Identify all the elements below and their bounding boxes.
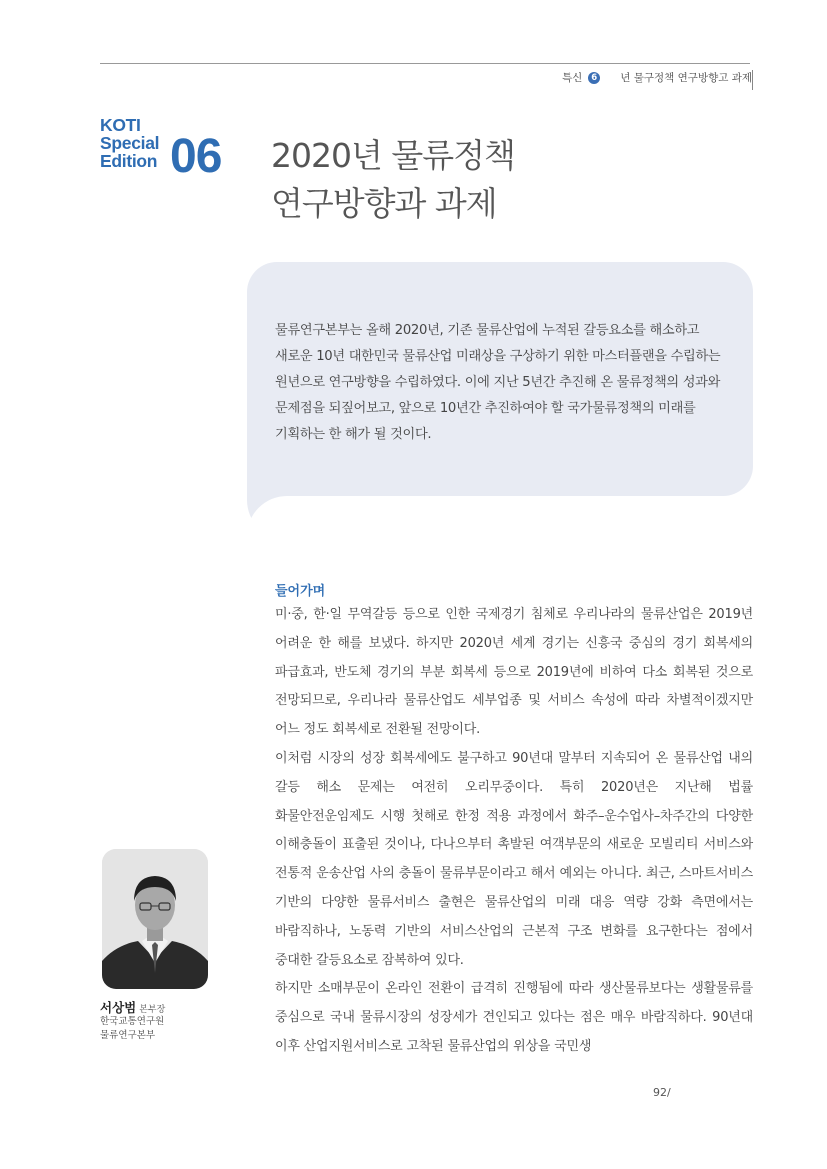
author-affiliation [100, 1015, 164, 1043]
author-name-text: 서상범 [100, 1000, 137, 1015]
author-role: 본부장 [139, 1005, 166, 1015]
author-photo [102, 849, 208, 989]
body-paragraph-1: 미·중, 한·일 무역갈등 등으로 인한 국제경기 침체로 우리나라의 물류산업은 2019년 어려운 한 해를 보냈다. 하지만 2020년 세계 경기는 신흥국 중심의 경기 회복세의 파급효과, 반도체 경기의 부분 회복세 등으로 2019년에 비하여 다소 회복된 것으로 전망되므로, 우리나라 물류산업도 세부업종 및 서비스 속성에 따라 차별적이겠지만 어느 정도 회복세로 전환될 전망이다. [275, 607, 753, 738]
header-section: 특신 [561, 72, 583, 84]
header-title: 년 물구정책 연구방향고 과제 [620, 72, 752, 84]
summary-text: 물류연구본부는 올해 2020년, 기존 물류산업에 누적된 갈등요소를 해소하고 새로운 10년 대한민국 물류산업 미래상을 구상하기 위한 마스터플랜을 수립하는 원년으로 연구방향을 수립하였다. 이에 지난 5년간 추진해 온 물류정책의 성과와 문제점을 되짚어보고, 앞으로 10년간 추진하여야 할 국가물류정책의 미래를 기획하는 한 해가 될 것이다. [275, 323, 721, 442]
author-portrait-image [102, 849, 208, 989]
koti-line3: Edition [100, 151, 158, 171]
edition-number: 06 [170, 130, 222, 183]
article-title [271, 132, 515, 228]
header-rule [100, 63, 750, 64]
article-body [275, 601, 753, 1062]
running-header [562, 70, 752, 85]
koti-line2: Special [100, 133, 160, 153]
author-name [100, 998, 165, 1016]
author-org-line1: 한국교통연구원 [100, 1016, 165, 1027]
header-divider [752, 70, 753, 90]
author-org-line2: 물류연구본부 [100, 1030, 156, 1041]
header-number-badge: 6 [588, 72, 600, 84]
body-paragraph-2: 이처럼 시장의 성장 회복세에도 불구하고 90년대 말부터 지속되어 온 물류산업 내의 갈등 해소 문제는 여전히 오리무중이다. 특히 2020년은 지난해 법률 화물안전운임제도 시행 첫해로 한정 적용 과정에서 화주–운수업사–차주간의 다양한 이해충돌이 표출된 것이나, 다나으부터 촉발된 여객부문의 새로운 모빌리티 서비스와 전통적 운송산업 사의 충돌이 물류부문이라고 해서 예외는 아니다. 최근, 스마트서비스 기반의 다양한 물류서비스 출현은 물류산업의 미래 대응 역량 강화 측면에서는 바람직하나, 노동력 기반의 서비스산업의 근본적 구조 변화를 요구한다는 점에서 중대한 갈등요소로 잠복하여 있다. [275, 750, 753, 968]
koti-line1: KOTI [100, 115, 141, 135]
page-number: 92/ [653, 1086, 671, 1099]
koti-special-edition-label [100, 116, 159, 170]
summary-box-tail-mask [247, 496, 347, 556]
article-title-line1: 2020년 물류정책 [271, 136, 515, 175]
article-title-line2: 연구방향과 과제 [271, 184, 497, 223]
section-heading: 들어가며 [275, 584, 326, 599]
body-paragraph-3: 하지만 소매부문이 온라인 전환이 급격히 진행됨에 따라 생산물류보다는 생활물류를 중심으로 국내 물류시장의 성장세가 견인되고 있다는 점은 매우 바람직하다. 90년대 이후 산업지원서비스로 고착된 물류산업의 위상을 국민생 [275, 981, 753, 1054]
